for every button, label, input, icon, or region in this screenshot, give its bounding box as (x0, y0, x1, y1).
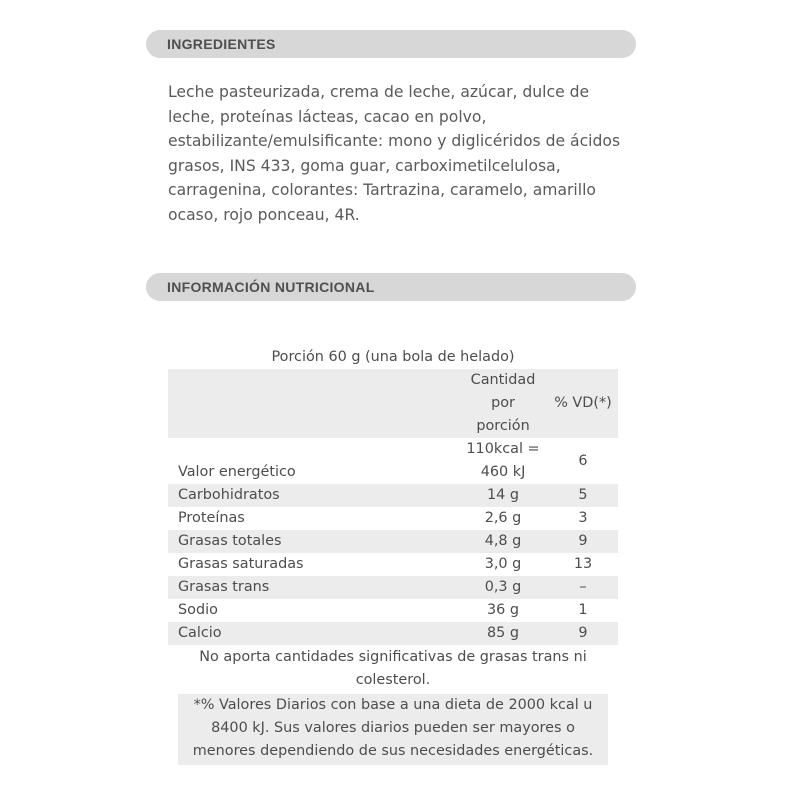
nutrient-amount: 4,8 g (484, 533, 522, 549)
ingredients-title: INGREDIENTES (167, 36, 276, 52)
nutrient-vd: 13 (573, 556, 593, 572)
note-line: No aporta cantidades significativas de grasas trans ni (199, 649, 587, 665)
nutrient-label: Grasas trans (178, 579, 270, 595)
ingredients-section-header (146, 30, 636, 58)
nutrient-amount: 14 g (486, 487, 520, 503)
nutrient-vd: 9 (578, 533, 588, 549)
header-amount-line: por (491, 395, 515, 411)
header-amount (458, 369, 548, 438)
energy-amount (458, 438, 548, 484)
nutrient-amount: 2,6 g (484, 510, 522, 526)
header-amount-line: Cantidad (470, 372, 536, 388)
nutrient-vd: 1 (578, 602, 588, 618)
ingredients-line: leche, proteínas lácteas, cacao en polvo, (168, 107, 487, 126)
table-row (168, 484, 618, 507)
header-vd: % VD(*) (548, 369, 618, 438)
ingredients-line: carragenina, colorantes: Tartrazina, caramelo, amarillo (168, 181, 596, 200)
table-row (168, 530, 618, 553)
trans-fat-note (168, 645, 618, 692)
nutrient-amount: 0,3 g (484, 579, 522, 595)
table-header-row (168, 369, 618, 438)
nutrition-title: INFORMACIÓN NUTRICIONAL (167, 279, 375, 295)
header-empty-cell (168, 369, 458, 438)
table-row (168, 507, 618, 530)
table-row (168, 438, 618, 484)
nutrient-label: Sodio (178, 602, 218, 618)
energy-amount-line: 110kcal = (466, 441, 540, 457)
nutrient-label: Proteínas (178, 510, 245, 526)
nutrient-label: Calcio (178, 625, 222, 641)
nutrient-amount: 36 g (486, 602, 520, 618)
table-row (168, 576, 618, 599)
ingredients-line: Leche pasteurizada, crema de leche, azúcar, dulce de (168, 83, 590, 101)
nutrition-table (168, 369, 618, 645)
nutrient-vd: 9 (578, 625, 588, 641)
ingredients-text (168, 80, 648, 228)
portion-size: Porción 60 g (una bola de helado) (271, 349, 515, 365)
ingredients-line: ocaso, rojo ponceau, 4R. (168, 205, 360, 224)
note-line: colesterol. (355, 672, 431, 688)
footnote-line: 8400 kJ. Sus valores diarios pueden ser mayores o (211, 720, 575, 736)
daily-values-footnote (178, 694, 608, 765)
nutrient-amount: 85 g (486, 625, 520, 641)
nutrient-amount: 3,0 g (484, 556, 522, 572)
footnote-line: *% Valores Diarios con base a una dieta de 2000 kcal u (193, 697, 593, 713)
energy-label: Valor energético (178, 464, 296, 480)
header-amount-line: porción (476, 418, 530, 434)
nutrient-label: Carbohidratos (178, 487, 280, 503)
ingredients-line: estabilizante/emulsificante: mono y diglicéridos de ácidos (168, 132, 621, 151)
nutrient-vd: 3 (578, 510, 588, 526)
energy-amount-line: 460 kJ (480, 464, 526, 480)
table-row (168, 599, 618, 622)
nutrient-vd: – (579, 579, 587, 595)
footnote-line: menores dependiendo de sus necesidades energéticas. (192, 743, 594, 759)
table-row (168, 553, 618, 576)
ingredients-line: grasos, INS 433, goma guar, carboximetilcelulosa, (168, 156, 561, 175)
nutrient-label: Grasas totales (178, 533, 282, 549)
nutrition-facts (168, 345, 618, 765)
energy-vd: 6 (578, 452, 588, 469)
nutrient-label: Grasas saturadas (178, 556, 304, 572)
nutrient-vd: 5 (578, 487, 588, 503)
table-row (168, 622, 618, 645)
nutrition-section-header (146, 273, 636, 301)
